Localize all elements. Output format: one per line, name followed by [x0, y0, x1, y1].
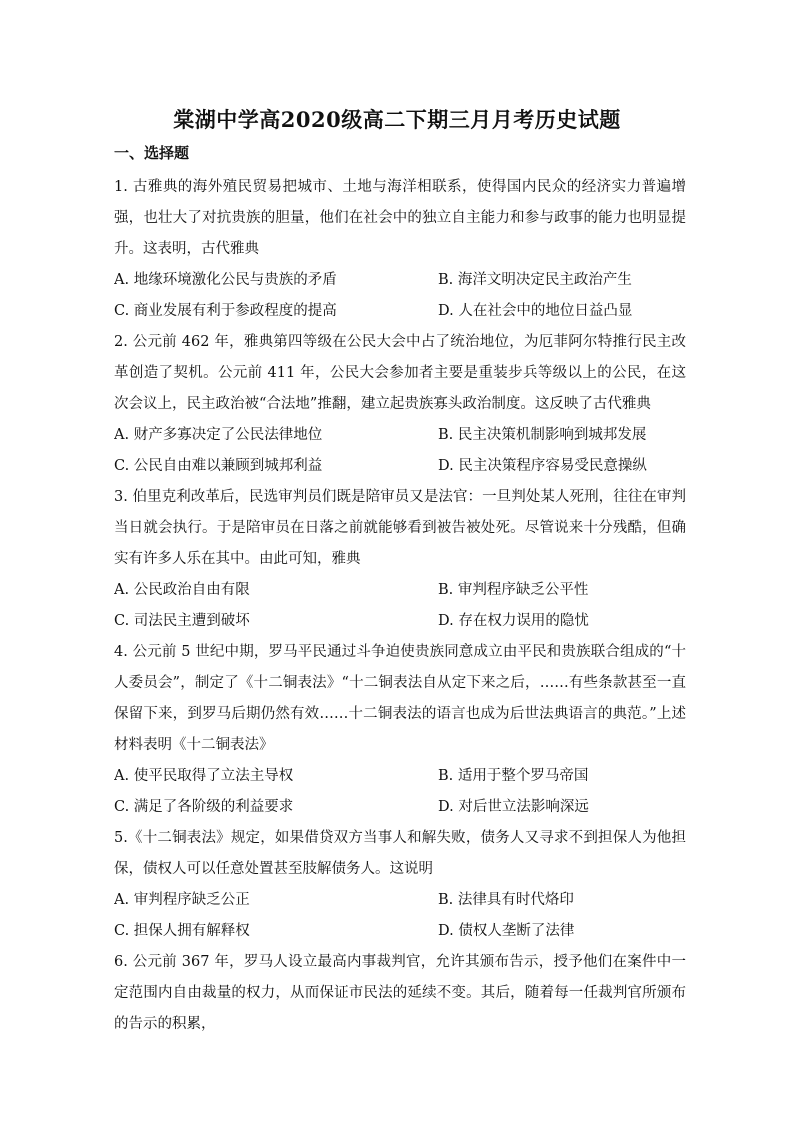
option-d: D. 对后世立法影响深远 [438, 799, 589, 815]
option-c: C. 满足了各阶级的利益要求 [114, 799, 294, 815]
question-stem: 5.《十二铜表法》规定，如果借贷双方当事人和解失败，债务人又寻求不到担保人为他担保，债权人可以任意处置甚至肢解债务人。这说明 [114, 830, 686, 877]
option-b: B. 海洋文明决定民主政治产生 [438, 272, 632, 288]
page-title: 棠湖中学高2020级高二下期三月月考历史试题 [173, 107, 621, 132]
option-b: B. 民主决策机制影响到城邦发展 [438, 427, 647, 443]
question-2 [114, 327, 686, 482]
question-stem: 1. 古雅典的海外殖民贸易把城市、土地与海洋相联系，使得国内民众的经济实力普遍增强，也壮大了对抗贵族的胆量，他们在社会中的独立自主能力和参与政事的能力也明显提升。这表明，古代雅典 [114, 179, 686, 257]
option-grid [114, 265, 686, 327]
option-a: A. 使平民取得了立法主导权 [114, 768, 294, 784]
option-grid [114, 885, 686, 947]
option-b: B. 审判程序缺乏公平性 [438, 582, 589, 598]
question-4 [114, 637, 686, 823]
question-stem: 2. 公元前 462 年，雅典第四等级在公民大会中占了统治地位，为厄菲阿尔特推行民主改革创造了契机。公元前 411 年，公民大会参加者主要是重装步兵等级以上的公民，在这次会议上，民主政治被“合法地”推翻，建立起贵族寡头政治制度。这反映了古代雅典 [114, 334, 686, 412]
option-c: C. 商业发展有利于参政程度的提高 [114, 303, 337, 319]
question-stem: 6. 公元前 367 年，罗马人设立最高内事裁判官，允许其颁布告示，授予他们在案件中一定范围内自由裁量的权力，从而保证市民法的延续不变。其后，随着每一任裁判官所颁布的告示的积累， [114, 954, 686, 1032]
option-a: A. 地缘环境激化公民与贵族的矛盾 [114, 272, 337, 288]
option-grid [114, 420, 686, 482]
option-a: A. 公民政治自由有限 [114, 582, 250, 598]
option-a: A. 财产多寡决定了公民法律地位 [114, 427, 323, 443]
question-6 [114, 947, 686, 1040]
option-c: C. 司法民主遭到破坏 [114, 613, 250, 629]
option-d: D. 债权人垄断了法律 [438, 923, 575, 939]
option-d: D. 民主决策程序容易受民意操纵 [438, 458, 647, 474]
option-c: C. 担保人拥有解释权 [114, 923, 250, 939]
question-list [114, 172, 686, 1040]
question-stem: 4. 公元前 5 世纪中期，罗马平民通过斗争迫使贵族同意成立由平民和贵族联合组成的“十人委员会”，制定了《十二铜表法》“十二铜表法自从定下来之后，……有些条款甚至一直保留下来，到罗马后期仍然有效……十二铜表法的语言也成为后世法典语言的典范。”上述材料表明《十二铜表法》 [114, 644, 686, 753]
option-b: B. 法律具有时代烙印 [438, 892, 574, 908]
option-c: C. 公民自由难以兼顾到城邦利益 [114, 458, 323, 474]
question-stem: 3. 伯里克利改革后，民选审判员们既是陪审员又是法官：一旦判处某人死刑，往往在审判当日就会执行。于是陪审员在日落之前就能够看到被告被处死。尽管说来十分残酷，但确实有许多人乐在其中。由此可知，雅典 [114, 489, 686, 567]
section-heading: 一、选择题 [114, 144, 190, 162]
option-grid [114, 575, 686, 637]
question-5 [114, 823, 686, 947]
option-a: A. 审判程序缺乏公正 [114, 892, 250, 908]
question-1 [114, 172, 686, 327]
question-3 [114, 482, 686, 637]
option-d: D. 人在社会中的地位日益凸显 [438, 303, 633, 319]
option-grid [114, 761, 686, 823]
option-d: D. 存在权力误用的隐忧 [438, 613, 589, 629]
option-b: B. 适用于整个罗马帝国 [438, 768, 589, 784]
